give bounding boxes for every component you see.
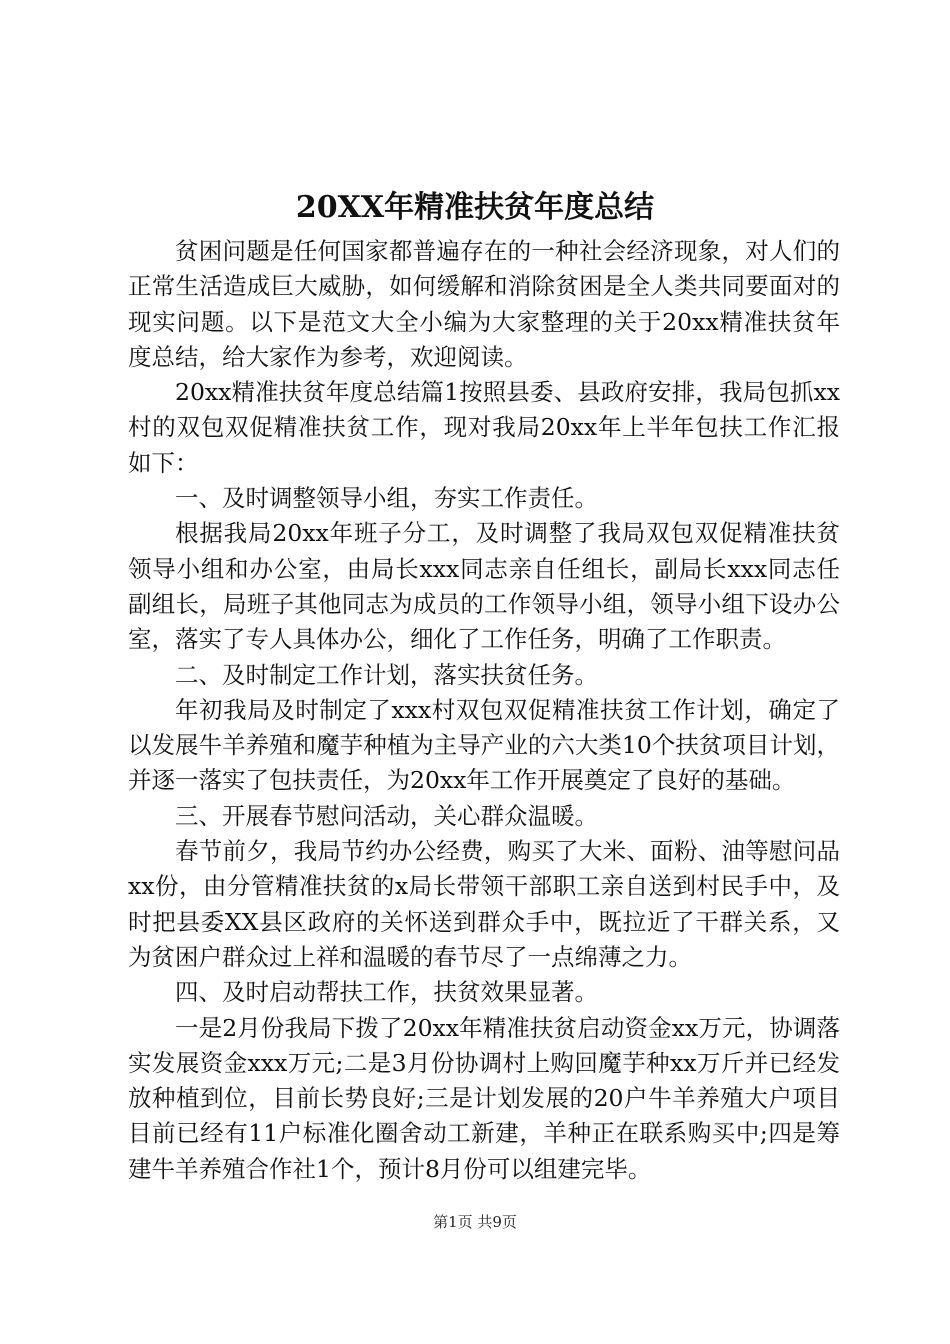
paragraph-section-2: 年初我局及时制定了xxx村双包双促精准扶贫工作计划，确定了以发展牛羊养殖和魔芋种植为主导产业的六大类10个扶贫项目计划，并逐一落实了包扶责任，为20xx年工作开展奠定了良好的基础。	[128, 695, 840, 795]
paragraph-section-3: 春节前夕，我局节约办公经费，购买了大米、面粉、油等慰问品xx份，由分管精准扶贫的x局长带领干部职工亲自送到村民手中，及时把县委XX县区政府的关怀送到群众手中，既拉近了干群关系，又为贫困户群众过上祥和温暖的春节尽了一点绵薄之力。	[128, 837, 840, 971]
section-heading-3: 三、开展春节慰问活动，关心群众温暖。	[175, 801, 598, 830]
paragraph-section-1: 根据我局20xx年班子分工，及时调整了我局双包双促精准扶贫领导小组和办公室，由局长xxx同志亲自任组长，副局长xxx同志任副组长，局班子其他同志为成员的工作领导小组，领导小组下设办公室，落实了专人具体办公，细化了工作任务，明确了工作职责。	[128, 519, 840, 654]
document-title: 20XX年精准扶贫年度总结	[295, 190, 655, 225]
section-heading-2: 二、及时制定工作计划，落实扶贫任务。	[175, 660, 598, 689]
section-heading-1: 一、及时调整领导小组，夯实工作责任。	[175, 484, 598, 513]
section-heading-4: 四、及时启动帮扶工作，扶贫效果显著。	[175, 978, 598, 1007]
paragraph-summary-intro: 20xx精准扶贫年度总结篇1按照县委、县政府安排，我局包抓xx村的双包双促精准扶贫工作，现对我局20xx年上半年包扶工作汇报如下：	[128, 378, 840, 477]
paragraph-section-4: 一是2月份我局下拨了20xx年精准扶贫启动资金xx万元，协调落实发展资金xxx万元;二是3月份协调村上购回魔芋种xx万斤并已经发放种植到位，目前长势良好;三是计划发展的20户牛羊养殖大户项目目前已经有11户标准化圈舍动工新建，羊种正在联系购买中;四是筹建牛羊养殖合作社1个，预计8月份可以组建完毕。	[128, 1013, 840, 1183]
document-body	[128, 234, 840, 1187]
page-number-footer: 第1页 共9页	[433, 1213, 517, 1231]
paragraph-intro: 贫困问题是任何国家都普遍存在的一种社会经济现象，对人们的正常生活造成巨大威胁，如何缓解和消除贫困是全人类共同要面对的现实问题。以下是范文大全小编为大家整理的关于20xx精准扶贫年度总结，给大家作为参考，欢迎阅读。	[128, 237, 840, 371]
